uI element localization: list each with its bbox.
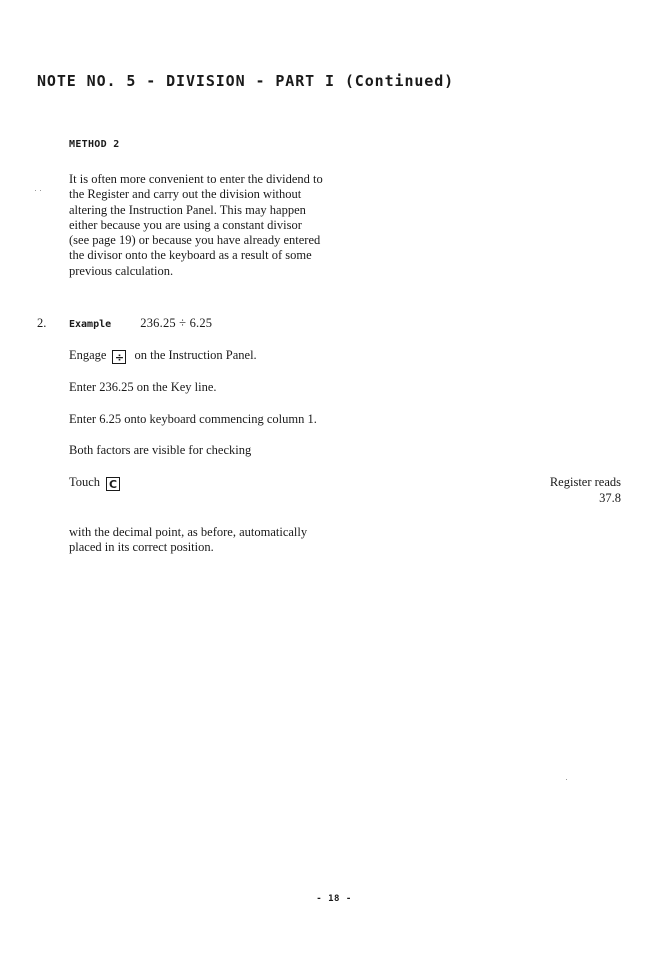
example-label: Example [69,319,112,330]
paragraph-line: (see page 19) or because you have already entered [69,233,321,248]
paragraph-line: either because you are using a constant divisor [69,217,302,232]
step-touch [69,475,128,491]
closing-line: placed in its correct position. [69,540,214,555]
step-touch-prefix: Touch [69,475,101,489]
paragraph-line: It is often more convenient to enter the dividend to [69,172,323,186]
step-engage [69,348,257,364]
example-row [69,316,212,331]
paragraph-line: the divisor onto the keyboard as a result of some [69,248,312,263]
page-number: - 18 - [316,894,352,904]
example-expression: 236.25 ÷ 6.25 [140,316,213,330]
method-title: METHOD 2 [69,139,120,150]
closing-line: with the decimal point, as before, automatically [69,525,308,539]
example-number: 2. [37,316,47,330]
paragraph-line: the Register and carry out the division without [69,187,302,202]
step-engage-prefix: Engage [69,348,107,362]
register-label: Register reads [549,475,621,489]
scan-speck [35,190,36,191]
paragraph-line: altering the Instruction Panel. This may happen [69,202,306,217]
method-paragraph [69,172,449,279]
step-enter-dividend: Enter 236.25 on the Key line. [69,380,217,394]
scan-speck [566,779,567,780]
clear-key-icon: C [106,477,120,491]
scan-speck [40,190,41,191]
step-visible-check: Both factors are visible for checking [69,443,252,457]
divide-key-icon: ÷ [112,350,126,364]
closing-paragraph [69,525,307,556]
register-value: 37.8 [599,491,621,505]
step-enter-divisor: Enter 6.25 onto keyboard commencing column 1. [69,412,317,426]
paragraph-line: previous calculation. [69,263,174,278]
step-engage-suffix: on the Instruction Panel. [134,348,257,362]
section-heading: NOTE NO. 5 - DIVISION - PART I (Continued) [37,72,455,90]
